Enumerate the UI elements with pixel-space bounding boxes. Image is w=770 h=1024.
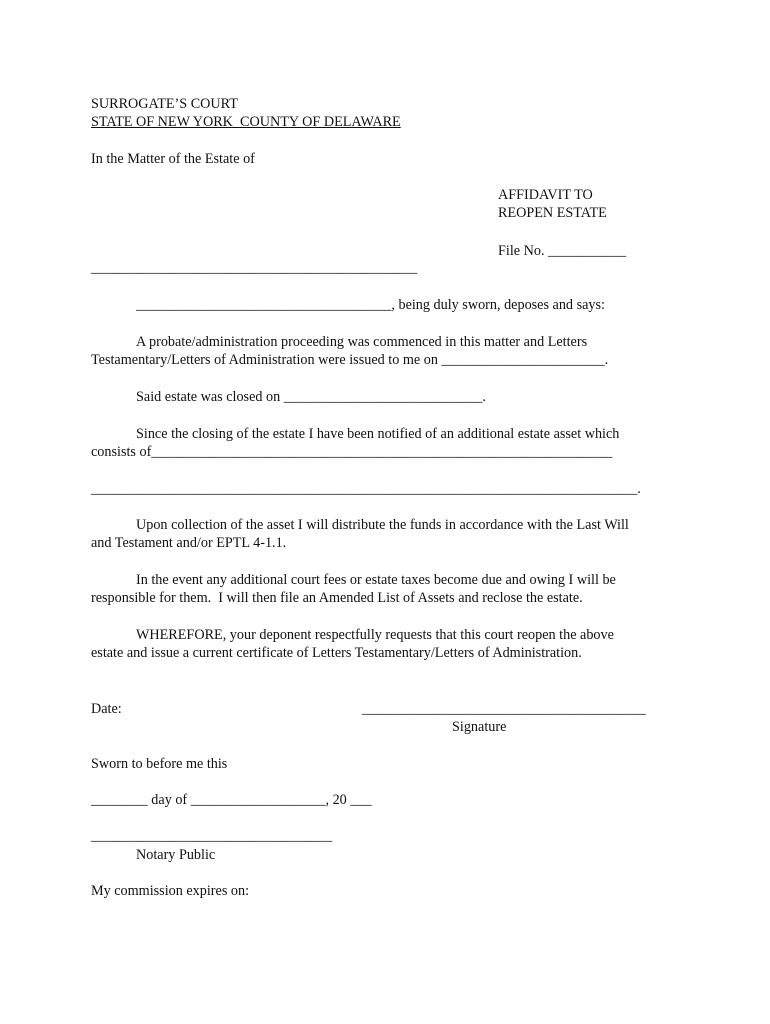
asset-paragraph-line-2: consists of_________________________________________________________________ — [91, 444, 613, 460]
signature-label: Signature — [452, 719, 507, 735]
document-title-line-1: AFFIDAVIT TO — [498, 187, 593, 203]
wherefore-paragraph-line-1: WHEREFORE, your deponent respectfully requests that this court reopen the above — [136, 627, 614, 643]
estate-name-blank: ______________________________________________ — [91, 260, 418, 276]
probate-paragraph-line-1: A probate/administration proceeding was commenced in this matter and Letters — [136, 334, 588, 350]
court-state-county: STATE OF NEW YORK COUNTY OF DELAWARE — [91, 114, 401, 130]
court-name: SURROGATE’S COURT — [91, 96, 238, 112]
signature-line: ________________________________________ — [362, 701, 646, 717]
notary-signature-line: __________________________________ — [91, 828, 333, 844]
document-title-line-2: REOPEN ESTATE — [498, 205, 607, 221]
matter-caption: In the Matter of the Estate of — [91, 151, 255, 167]
wherefore-paragraph-line-2: estate and issue a current certificate of Letters Testamentary/Letters of Administration. — [91, 645, 582, 661]
probate-paragraph-line-2: Testamentary/Letters of Administration were issued to me on _______________________. — [91, 352, 609, 368]
sworn-statement: ____________________________________, being duly sworn, deposes and says: — [136, 297, 605, 313]
asset-paragraph-line-1: Since the closing of the estate I have been notified of an additional estate asset which — [136, 426, 620, 442]
collection-paragraph-line-1: Upon collection of the asset I will distribute the funds in accordance with the Last Will — [136, 517, 629, 533]
collection-paragraph-line-2: and Testament and/or EPTL 4-1.1. — [91, 535, 287, 551]
commission-expires: My commission expires on: — [91, 883, 250, 899]
estate-closed-line: Said estate was closed on ____________________________. — [136, 389, 486, 405]
fees-paragraph-line-1: In the event any additional court fees or estate taxes become due and owing I will be — [136, 572, 616, 588]
notary-public-label: Notary Public — [136, 847, 216, 863]
sworn-before-me: Sworn to before me this — [91, 756, 228, 772]
notary-day-line: ________ day of ___________________, 20 ___ — [91, 792, 372, 808]
file-number: File No. ___________ — [498, 243, 627, 259]
asset-paragraph-line-3: _____________________________________________________________________________. — [91, 481, 641, 497]
date-label: Date: — [91, 701, 122, 717]
fees-paragraph-line-2: responsible for them. I will then file an Amended List of Assets and reclose the estate. — [91, 590, 583, 606]
